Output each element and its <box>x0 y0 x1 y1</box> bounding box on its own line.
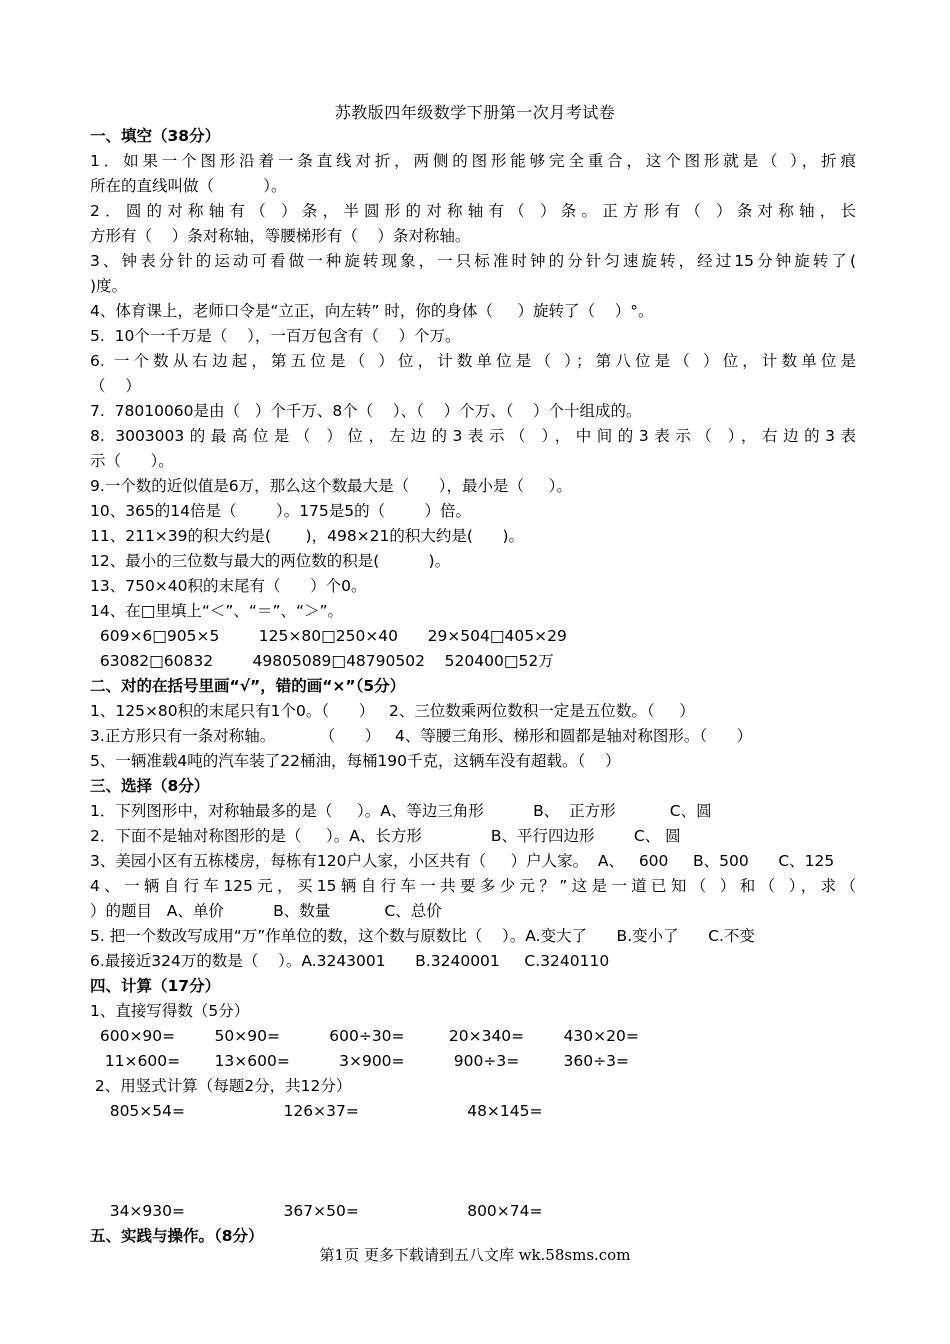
question-line: 5. 把一个数改写成用“万”作单位的数，这个数与原数比（ ）。A.变大了 B.变小了 C.不变 <box>90 927 755 945</box>
exam-title: 苏教版四年级数学下册第一次月考试卷 <box>334 103 616 122</box>
question-line: 10、365的14倍是（ ）。175是5的（ ）倍。 <box>90 502 472 520</box>
section-heading-practice: 五、实践与操作。（8分） <box>90 1227 264 1245</box>
question-line: ）的题目 A、单价 B、数量 C、总价 <box>90 902 442 920</box>
question-line: 5. 10个一千万是（ ），一百万包含有（ ）个万。 <box>90 327 461 345</box>
question-line: 6.最接近324万的数是（ ）。A.3243001 B.3240001 C.3240110 <box>90 952 610 970</box>
question-line: 3、钟表分针的运动可看做一种旋转现象，一只标准时钟的分针匀速旋转，经过15分钟旋转了( <box>90 252 856 270</box>
question-line: 9.一个数的近似值是6万，那么这个数最大是（ ），最小是（ ）。 <box>90 477 572 495</box>
question-line: 7. 78010060是由（ ）个千万、8个（ ）、（ ）个万、（ ）个十组成的。 <box>90 402 642 420</box>
question-line: 3、美园小区有五栋楼房，每栋有120户人家，小区共有（ ）户人家。 A、 600 B、500 C、125 <box>90 852 835 870</box>
comparison-row: 63082□60832 49805089□48790502 520400□52万 <box>90 652 554 670</box>
question-line: （ ） <box>90 377 141 395</box>
question-line: )度。 <box>90 277 128 295</box>
question-line: 13、750×40积的末尾有（ ）个0。 <box>90 577 367 595</box>
question-line: 所在的直线叫做（ ）。 <box>90 177 287 195</box>
section-heading-calc: 四、计算（17分） <box>90 977 221 995</box>
section-heading-choice: 三、选择（8分） <box>90 777 210 795</box>
question-line: 12、最小的三位数与最大的两位数的积是( )。 <box>90 552 451 570</box>
question-line: 2．圆的对称轴有（ ）条，半圆形的对称轴有（ ）条。正方形有（ ）条对称轴，长 <box>90 202 856 220</box>
calc-row: 600×90= 50×90= 600÷30= 20×340= 430×20= <box>90 1027 639 1045</box>
question-line: 1、125×80积的末尾只有1个0。（ ） 2、三位数乘两位数积一定是五位数。（ ） <box>90 702 695 720</box>
calc-row: 34×930= 367×50= 800×74= <box>90 1202 543 1220</box>
question-line: 3.正方形只有一条对称轴。 （ ） 4、等腰三角形、梯形和圆都是轴对称图形。（ ） <box>90 727 753 745</box>
question-line: 1、直接写得数（5分） <box>90 1002 250 1020</box>
question-line: 11、211×39的积大约是( )，498×21的积大约是( )。 <box>90 527 525 545</box>
question-line: 5、一辆准载4吨的汽车装了22桶油，每桶190千克，这辆车没有超载。（ ） <box>90 752 621 770</box>
question-line: 8. 3003003的最高位是（ ）位，左边的3表示（ ），中间的3表示（ ），右边的3表 <box>90 427 856 445</box>
section-heading-judge: 二、对的在括号里画“√”，错的画“×”（5分） <box>90 677 406 695</box>
page-footer: 第1页 更多下载请到五八文库 wk.58sms.com <box>319 1246 631 1264</box>
question-line: 方形有（ ）条对称轴，等腰梯形有（ ）条对称轴。 <box>90 227 471 245</box>
question-line: 1．下列图形中，对称轴最多的是（ ）。A、等边三角形 B、 正方形 C、圆 <box>90 802 712 820</box>
question-line: 2．下面不是轴对称图形的是（ ）。A、长方形 B、平行四边形 C、 圆 <box>90 827 681 845</box>
question-line: 2、用竖式计算（每题2分，共12分） <box>90 1077 352 1095</box>
question-line: 4、体育课上，老师口令是“立正，向左转” 时，你的身体（ ）旋转了（ ）°。 <box>90 302 654 320</box>
question-line: 6. 一个数从右边起，第五位是（ ）位，计数单位是（ ）；第八位是（ ）位，计数单位是 <box>90 352 856 370</box>
question-line: 14、在□里填上“＜”、“＝”、“＞”。 <box>90 602 344 620</box>
calc-row: 805×54= 126×37= 48×145= <box>90 1102 543 1120</box>
question-line: 1．如果一个图形沿着一条直线对折，两侧的图形能够完全重合，这个图形就是（ ），折痕 <box>90 152 856 170</box>
section-heading-fill: 一、填空（38分） <box>90 127 221 145</box>
calc-row: 11×600= 13×600= 3×900= 900÷3= 360÷3= <box>90 1052 629 1070</box>
comparison-row: 609×6□905×5 125×80□250×40 29×504□405×29 <box>90 627 567 645</box>
question-line: 示（ ）。 <box>90 452 174 470</box>
question-line: 4、一辆自行车125元，买15辆自行车一共要多少元？”这是一道已知（ ）和（ ），求（ <box>90 877 856 895</box>
